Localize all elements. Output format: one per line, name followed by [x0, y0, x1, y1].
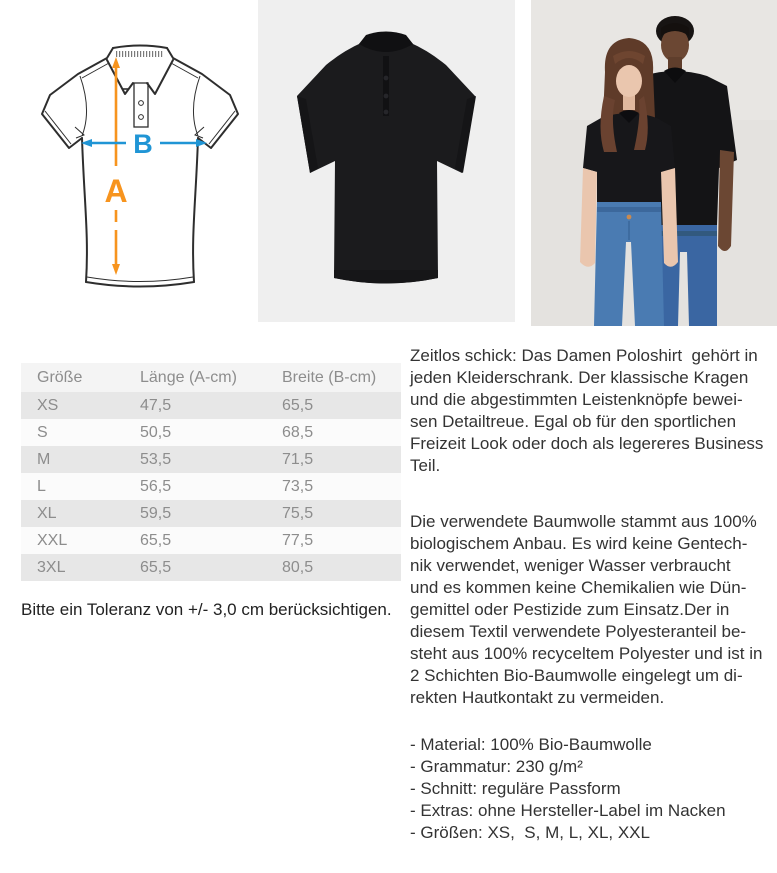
text-line: Die verwendete Baumwolle stammt aus 100%: [410, 512, 757, 531]
size-cell: XXL: [37, 531, 68, 549]
size-cell: L: [37, 477, 46, 495]
models-photo[interactable]: [531, 0, 777, 326]
black-polo-photo: [258, 0, 515, 322]
spec-line-material: - Material: 100% Bio-Baumwolle: [410, 735, 652, 754]
spec-line-extras: - Extras: ohne Hersteller-Label im Nacken: [410, 801, 726, 820]
table-row-3xl: [21, 554, 401, 581]
text-line: biologischem Anbau. Es wird keine Gentech-: [410, 534, 748, 553]
length-cell: 59,5: [140, 504, 172, 522]
width-column-header: Breite (B-cm): [266, 363, 401, 392]
spec-line-schnitt: - Schnitt: reguläre Passform: [410, 779, 621, 798]
width-cell: 77,5: [282, 531, 314, 549]
spec-line-grammatur: - Grammatur: 230 g/m²: [410, 757, 583, 776]
text-line: gemittel oder Pestizide zum Einsatz.Der in: [410, 600, 730, 619]
polo-measurement-drawing: [20, 10, 250, 310]
text-line: rekten Hautkontakt zu vermeiden.: [410, 688, 665, 707]
table-row-xl: [21, 500, 401, 527]
text-line: und es kommen keine Chemikalien wie Dün-: [410, 578, 747, 597]
spec-list: [410, 734, 777, 844]
length-cell: 65,5: [140, 531, 172, 549]
polo-seam-lines: [45, 63, 235, 282]
length-label: A: [104, 173, 128, 209]
description-paragraph-2: [410, 511, 777, 709]
text-line: und die abgestimmten Leistenknöpfe bewei-: [410, 390, 743, 409]
text-line: sen Detailtreue. Egal ob für den sportlichen: [410, 412, 737, 431]
length-arrow-a-icon: [112, 57, 120, 275]
size-cell: 3XL: [37, 558, 66, 576]
length-column-header: Länge (A-cm): [124, 363, 266, 392]
width-cell: 80,5: [282, 558, 314, 576]
size-cell: XS: [37, 396, 59, 414]
description-paragraph-1: [410, 345, 777, 477]
length-cell: 65,5: [140, 558, 172, 576]
width-cell: 68,5: [282, 423, 314, 441]
text-line: jeden Kleiderschrank. Der klassische Kragen: [410, 368, 749, 387]
length-cell: 56,5: [140, 477, 172, 495]
size-guide-diagram-image[interactable]: [20, 10, 250, 310]
product-photo-black-polo[interactable]: [258, 0, 515, 322]
table-row-l: [21, 473, 401, 500]
size-table: [21, 363, 401, 581]
width-cell: 65,5: [282, 396, 314, 414]
text-line: nik verwendet, weniger Wasser verbraucht: [410, 556, 731, 575]
text-line: 2 Schichten Bio-Baumwolle eingelegt um di-: [410, 666, 743, 685]
table-row-xs: [21, 392, 401, 419]
length-cell: 47,5: [140, 396, 172, 414]
width-cell: 73,5: [282, 477, 314, 495]
size-info-column: [21, 363, 401, 620]
width-label: B: [133, 129, 153, 159]
product-description: [410, 345, 777, 844]
text-line: Teil.: [410, 456, 441, 475]
width-cell: 71,5: [282, 450, 314, 468]
polo-shirt-outline: [42, 46, 238, 287]
size-table-header-row: [21, 363, 401, 392]
tolerance-note: Bitte ein Toleranz von +/- 3,0 cm berücksichtigen.: [21, 600, 392, 619]
table-row-xxl: [21, 527, 401, 554]
text-line: diesem Textil verwendete Polyesteranteil be-: [410, 622, 747, 641]
text-line: steht aus 100% recyceltem Polyester und ist in: [410, 644, 763, 663]
size-column-header: Größe: [21, 363, 124, 392]
size-cell: M: [37, 450, 51, 468]
text-line: Zeitlos schick: Das Damen Poloshirt gehört in: [410, 346, 758, 365]
length-cell: 53,5: [140, 450, 172, 468]
table-row-m: [21, 446, 401, 473]
length-cell: 50,5: [140, 423, 172, 441]
models-wearing-polos: [531, 0, 777, 326]
spec-line-groessen: - Größen: XS, S, M, L, XL, XXL: [410, 823, 650, 842]
width-cell: 75,5: [282, 504, 314, 522]
table-row-s: [21, 419, 401, 446]
size-cell: S: [37, 423, 48, 441]
size-cell: XL: [37, 504, 57, 522]
text-line: Freizeit Look oder doch als legereres Business: [410, 434, 764, 453]
